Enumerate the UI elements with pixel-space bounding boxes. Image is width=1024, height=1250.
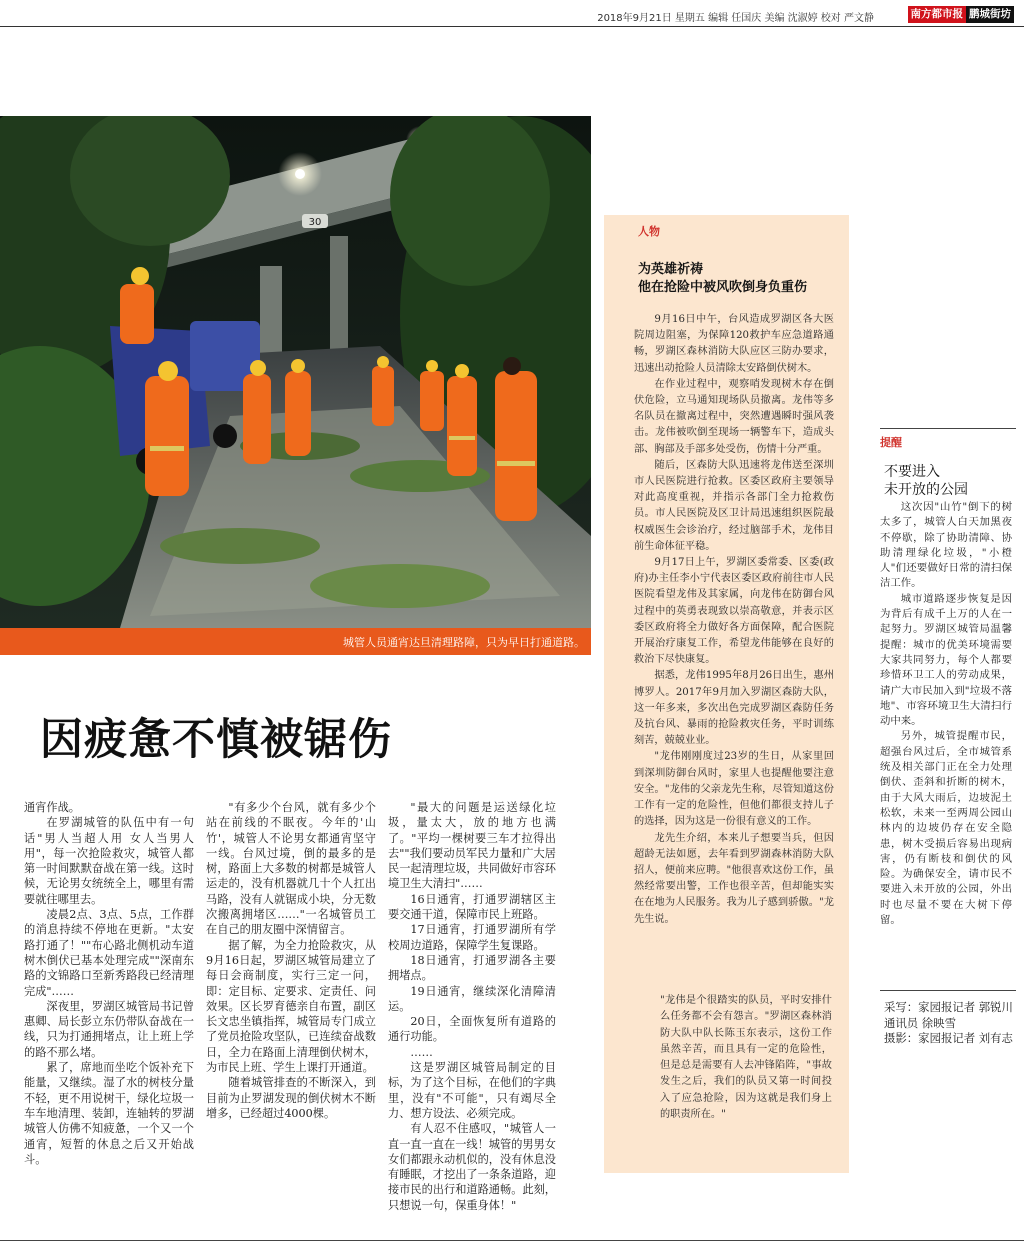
- article-paragraph: "最大的问题是运送绿化垃圾，量太大，放的地方也满了。"平均一棵树要三车才拉得出去""我们要动员军民力量和广大居民一起清理垃圾，共同做好市容环境卫生大清扫"……: [388, 801, 556, 891]
- people-paragraph: 9月16日中午，台风造成罗湖区各大医院周边阻塞，为保障120救护车应急道路通畅，罗湖区森林消防大队应区三防办要求，迅速出动抢险人员清除太安路倒伏树木。: [634, 314, 834, 374]
- article-paragraph: 累了，席地而坐吃个饭补充下能量，又继续。湿了水的树枝分量不轻，更不用说树干，绿化垃圾一车车地清理、装卸，连轴转的罗湖城管人仿佛不知疲惫，一个又一个通宵，短暂的休息之后又开始战斗。: [24, 1061, 194, 1166]
- article-paragraph: 有人忍不住感叹，"城管人一直一直一直在一线！城管的男男女女们都跟永动机似的，没有休息没有睡眠，才挖出了一条条道路，迎接市民的出行和道路通畅。此刻，只想说一句，保重身体！": [388, 1122, 556, 1212]
- credits-photographer: 摄影：家园报记者 刘有志: [884, 1031, 1013, 1045]
- people-paragraph: 9月17日上午，罗湖区委常委、区委(政府)办主任李小宁代表区委区政府前往市人民医院看望龙伟及其家属，向龙伟在防御台风过程中的英勇表现致以崇高敬意，并表示区委区政府将全力做好各方面保障，配合医院开展治疗康复工作，希望龙伟能够在良好的救治下尽快康复。: [634, 557, 834, 666]
- masthead-logo: 南方都市报: [908, 6, 967, 23]
- article-paragraph: 随着城管排查的不断深入，到目前为止罗湖发现的倒伏树木不断增多，已经超过4000棵。: [206, 1076, 376, 1120]
- newspaper-masthead: [908, 6, 1015, 23]
- article-paragraph: 据了解，为全力抢险救灾，从9月16日起，罗湖区城管局建立了每日会商制度，实行三定一问，即：定目标、定要求、定责任、问效果。区长罗育德亲自布置，副区长文忠坐镇指挥，城管局专门成立了党员抢险攻坚队，已连续奋战数日，全力在路面上清理倒伏树木，为市民上班、学生上课打开通道。: [206, 938, 376, 1075]
- people-panel-title: [638, 261, 807, 297]
- article-headline: 因疲惫不慎被锯伤: [40, 715, 392, 765]
- people-panel-quote: "龙伟是个很踏实的队员，平时安排什么任务都不会有怨言。"罗湖区森林消防大队中队长陈玉东表示，这份工作虽然辛苦，而且具有一定的危险性，但是总是需要有人去冲锋陷阵，"事故发生之后，我们的队员又第一时间投入了应急抢险，因为这就是我们身上的职责所在。": [660, 995, 832, 1121]
- issue-meta: 2018年9月21日 星期五 编辑 任国庆 美编 沈淑婷 校对 严文静: [597, 13, 874, 24]
- article-column-2: [206, 800, 376, 1121]
- section-logo: 鹏城街坊: [966, 6, 1014, 23]
- reminder-paragraph: 城市道路逐步恢复是因为背后有成千上万的人在一起努力。罗湖区城管局温馨提醒：城市的优美环境需要大家共同努力，每个人都要珍惜环卫工人的劳动成果，请广大市民加入到"垃圾不落地"、市容环境卫生大清扫行动中来。: [880, 592, 1012, 728]
- article-column-1: [24, 800, 194, 1167]
- article-paragraph: 凌晨2点、3点、5点，工作群的消息持续不停地在更新。"太安路打通了！""布心路北侧机动车道树木倒伏已基本处理完成""深南东路的文锦路口至新秀路段已经清理完成"……: [24, 908, 194, 998]
- article-paragraph: 20日，全面恢复所有道路的通行功能。: [388, 1015, 556, 1044]
- road-sign-number: 30: [308, 217, 322, 228]
- people-panel-body: [634, 312, 834, 928]
- credits-writers: 采写：家园报记者 郭锐川 通讯员 徐映雪: [884, 1000, 1013, 1030]
- photo-caption-bar: [0, 628, 591, 655]
- people-paragraph: "龙伟刚刚度过23岁的生日，从家里回到深圳防御台风时，家里人也提醒他要注意安全。"龙伟的父亲龙先生称，尽管知道这份工作有一定的危险性，但他们都很支持儿子的选择，因为这是一份很有意义的工作。: [634, 751, 834, 828]
- people-title-line-2: 他在抢险中被风吹倒身负重伤: [638, 280, 808, 295]
- section-tag-reminder: 提醒: [880, 436, 902, 449]
- reminder-paragraph: 另外，城管提醒市民，超强台风过后，全市城管系统及相关部门正在全力处理倒伏、歪斜和折断的树木，由于大风大雨后，边坡泥土松软，未来一至两周公园山林内的边坡仍存在安全隐患，树木受损后容易出现病害，仍有断枝和倒伏的风险。为确保安全，请市民不要进入未开放的公园，外出时也尽量不要在大树下停留。: [880, 730, 1012, 927]
- article-paragraph: 深夜里，罗湖区城管局书记曾惠卿、局长彭立东仍带队奋战在一线，只为打通拥堵点，让上班上学的路不那么堵。: [24, 999, 194, 1059]
- article-paragraph: 通宵作战。: [24, 801, 80, 814]
- article-paragraph: 18日通宵，打通罗湖各主要拥堵点。: [388, 953, 556, 983]
- article-paragraph: 19日通宵，继续深化清障清运。: [388, 984, 556, 1013]
- page-footer-rule: [0, 1240, 1024, 1241]
- people-paragraph: 龙先生介绍，本来儿子想要当兵，但因超龄无法如愿，去年看到罗湖森林消防大队招人，便前来应聘。"他很喜欢这份工作，虽然经常要出警，工作也很辛苦，但却能实实在在地为人民服务。我为儿子感到骄傲。"龙先生说。: [634, 832, 834, 925]
- reminder-title: [884, 463, 968, 499]
- people-paragraph: 据悉，龙伟1995年8月26日出生，惠州博罗人。2017年9月加入罗湖区森防大队，这一年多来，多次出色完成罗湖区森防任务及抗台风、暴雨的抢险救灾任务，平时训练刻苦，兢兢业业。: [634, 670, 834, 747]
- article-paragraph: 这是罗湖区城管局制定的目标，为了这个目标，在他们的字典里，没有"不可能"，只有竭尽全力、想方设法、必须完成。: [388, 1061, 556, 1120]
- article-paragraph: 在罗湖城管的队伍中有一句话"男人当超人用 女人当男人用"，每一次抢险救灾，城管人都第一时间默默奋战在第一线。这时候，无论男女统统全上，哪里有需要就往哪里去。: [24, 816, 194, 906]
- people-paragraph: 在作业过程中，观察哨发现树木存在倒伏危险，立马通知现场队员撤离。龙伟等多名队员在撤离过程中，突然遭遇瞬时强风袭击。龙伟被吹倒至现场一辆警车下，造成头部、胸部及手部多处受伤，伤情十分严重。: [634, 378, 834, 455]
- article-paragraph: 17日通宵，打通罗湖所有学校周边道路，保障学生复课路。: [388, 923, 556, 952]
- reminder-title-line-1: 不要进入: [884, 464, 940, 480]
- reminder-body: [880, 500, 1012, 928]
- section-tag-people: 人物: [638, 225, 660, 238]
- article-column-3: [388, 800, 556, 1213]
- article-paragraph: 16日通宵，打通罗湖辖区主要交通干道，保障市民上班路。: [388, 892, 556, 922]
- photo-caption: 城管人员通宵达旦清理路障，只为早日打通道路。: [343, 636, 585, 649]
- reminder-paragraph: 这次因"山竹"倒下的树太多了，城管人白天加黑夜不停歇，除了协助清障、协助清理绿化垃圾，"小橙人"们还要做好日常的清扫保洁工作。: [880, 501, 1012, 590]
- reminder-title-line-2: 未开放的公园: [884, 482, 968, 498]
- people-title-line-1: 为英雄祈祷: [638, 262, 704, 277]
- people-paragraph: 随后，区森防大队迅速将龙伟送至深圳市人民医院进行抢救。区委区政府主要领导对此高度重视，并指示各部门全力抢救伤员。市人民医院及区卫计局迅速组织医院最权威医生会诊治疗，经过脑部手术，龙伟目前生命体征平稳。: [634, 459, 834, 552]
- credits-rule: [880, 990, 1016, 991]
- reminder-top-rule: [880, 428, 1016, 429]
- night-road-cleanup-image: [0, 116, 591, 628]
- article-credits: [884, 1000, 1014, 1047]
- article-paragraph: ……: [410, 1045, 433, 1059]
- page-header: [0, 0, 1024, 27]
- news-photo: [0, 116, 591, 628]
- article-paragraph: "有多少个台风，就有多少个站在前线的不眠夜。今年的'山竹'，城管人不论男女都通宵坚守一线。台风过境，倒的最多的是树，路面上大多数的树都是城管人运走的，没有机器就几十个人扛出马路，没有人就锯成小块，分无数次搬离拥堵区……"一名城管员工在自己的朋友圈中深情留言。: [206, 801, 376, 937]
